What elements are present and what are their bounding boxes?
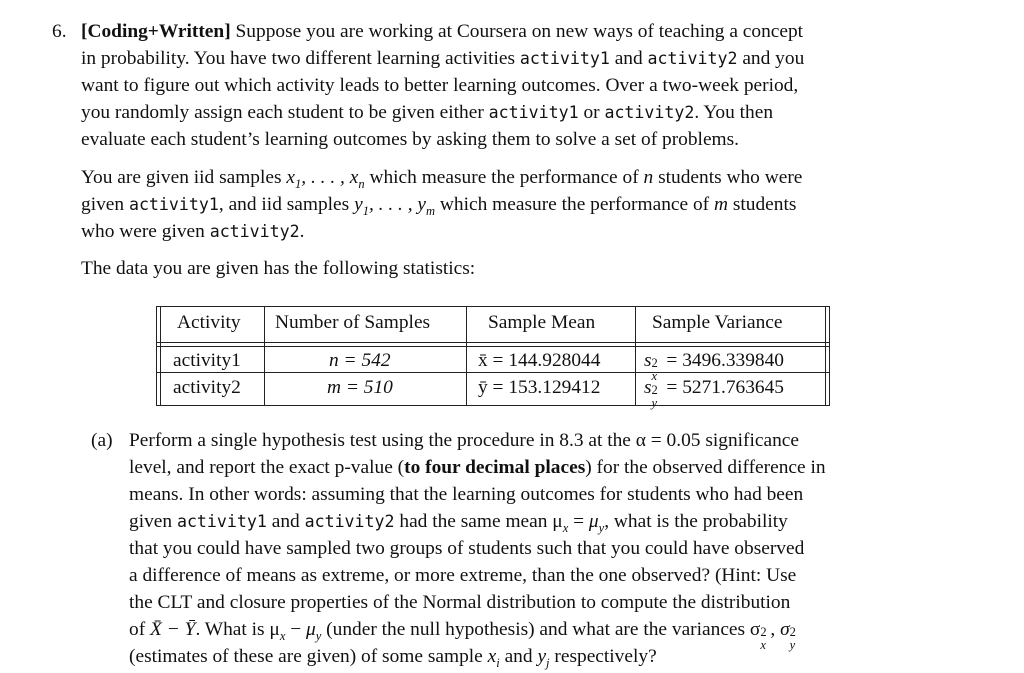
table-header-activity: Activity [177,312,241,333]
code-activity2: activity2 [304,512,395,531]
table-cell-activity: activity1 [173,350,241,371]
text-span: ) for the observed difference in [585,457,826,478]
math-y-samples: $y_1$, . . . , $y_m$ [354,194,436,218]
text-span: You are given iid samples [81,167,282,188]
code-activity1: activity1 [128,195,219,214]
math-m: m [713,194,728,215]
problem-line-3: want to figure out which activity leads to better learning outcomes. Over a two-week period, [81,75,799,96]
para2-line-3 [81,222,304,241]
table-border [825,306,826,406]
table-column-rule [466,306,467,406]
table-rule [156,342,830,343]
table-column-rule [264,306,265,406]
problem-tag: [Coding+Written] [81,21,231,42]
problem-line-2 [81,49,804,68]
text-span: level, and report the exact p-value ( [129,457,405,478]
math-x-samples: $x_1$, . . . , $x_n$ [286,167,365,191]
text-span: or [583,102,600,123]
text-span: and [271,511,300,532]
part-a-line-2 [129,458,826,477]
table-rule [156,372,830,373]
para2-line-1 [81,167,803,191]
code-activity1: activity1 [519,49,610,68]
math-xbar-minus-ybar: X̄ − Ȳ [150,619,196,640]
variance-value: = 3496.339840 [666,350,784,371]
text-span: of [129,619,146,640]
problem-line-1 [81,22,803,41]
text-span: who were given [81,221,205,242]
code-activity1: activity1 [176,512,267,531]
text-span: which measure the performance of [369,167,639,188]
part-a-line-1: Perform a single hypothesis test using the procedure in 8.3 at the α = 0.05 significance [129,430,799,451]
part-a-line-3: means. In other words: assuming that the learning outcomes for students who had been [129,484,804,505]
para2-line-2 [81,194,797,218]
code-activity1: activity1 [488,103,579,122]
table-column-rule [635,306,636,406]
table-header-variance: Sample Variance [652,312,783,333]
text-span: (estimates of these are given) of some sample [129,646,483,667]
table-cell-mean: x̄ = 144.928044 [478,350,601,371]
part-a-line-5: that you could have sampled two groups of students such that you could have observed [129,538,805,559]
problem-line-5: evaluate each student’s learning outcomes by asking them to solve a set of problems. [81,129,740,150]
text-span: students who were [658,167,803,188]
part-a-line-8: of X̄ − Ȳ. What is $\mu_x - \mu_y$ (under the null hypothesis) and what are the variances σ 2 x , σ 2 y [129,619,796,652]
code-activity2: activity2 [209,222,300,241]
text-span: respectively? [554,646,657,667]
table-cell-variance: s 2 y = 5271.763645 [644,377,784,410]
problem-number: 6. [52,21,67,42]
text-span: which measure the performance of [439,194,710,215]
variance-value: = 5271.763645 [666,377,784,398]
part-a-line-9 [129,646,657,670]
table-border [156,306,157,406]
part-a-line-6: a difference of means as extreme, or more extreme, than the one observed? (Hint: Use [129,565,797,586]
text-span: given [81,194,125,215]
text-span: . What is μ [195,619,280,640]
math-yj: $y_j$ [537,646,550,670]
text-span: , what is the probability [604,511,788,532]
table-cell-mean: ȳ = 153.129412 [478,377,601,398]
problem-line-4 [81,103,773,122]
text-span: students [732,194,797,215]
table-border [160,306,161,406]
table-border [829,306,830,406]
table-cell-variance: s 2 x = 3496.339840 [644,350,784,383]
table-cell-samples: m = 510 [327,377,393,398]
table-rule [156,306,830,307]
code-activity2: activity2 [647,49,738,68]
part-a-line-4: given activity1 and activity2 had the same mean $\mu_x = \mu_y$, what is the probability [129,511,788,535]
math-n: n [643,167,654,188]
table-header-mean: Sample Mean [488,312,596,333]
text-span: and you [742,48,805,69]
text-span: and [504,646,533,667]
math-xi: $x_i$ [487,646,500,670]
problem-text: Suppose you are working at Coursera on new ways of teaching a concept [235,21,804,42]
table-rule [156,346,830,347]
text-span: given [129,511,173,532]
bold-text: to four decimal places [404,457,586,478]
part-a-label: (a) [91,430,113,451]
para3-line-1: The data you are given has the following statistics: [81,258,476,279]
statistics-table [156,306,830,410]
text-span: and [614,48,643,69]
table-cell-activity: activity2 [173,377,241,398]
text-span: in probability. You have two different learning activities [81,48,516,69]
table-cell-samples: n = 542 [329,350,391,371]
text-span: (under the null hypothesis) and what are the variances σ [326,619,761,640]
text-span: , and iid samples [218,194,350,215]
part-a-line-7: the CLT and closure properties of the Normal distribution to compute the distribution [129,592,791,613]
text-span: you randomly assign each student to be given either [81,102,484,123]
table-header-samples: Number of Samples [275,312,431,333]
text-span: . [299,221,305,242]
code-activity2: activity2 [604,103,695,122]
text-span: had the same mean μ [399,511,563,532]
table-rule [156,405,830,406]
text-span: . You then [694,102,774,123]
